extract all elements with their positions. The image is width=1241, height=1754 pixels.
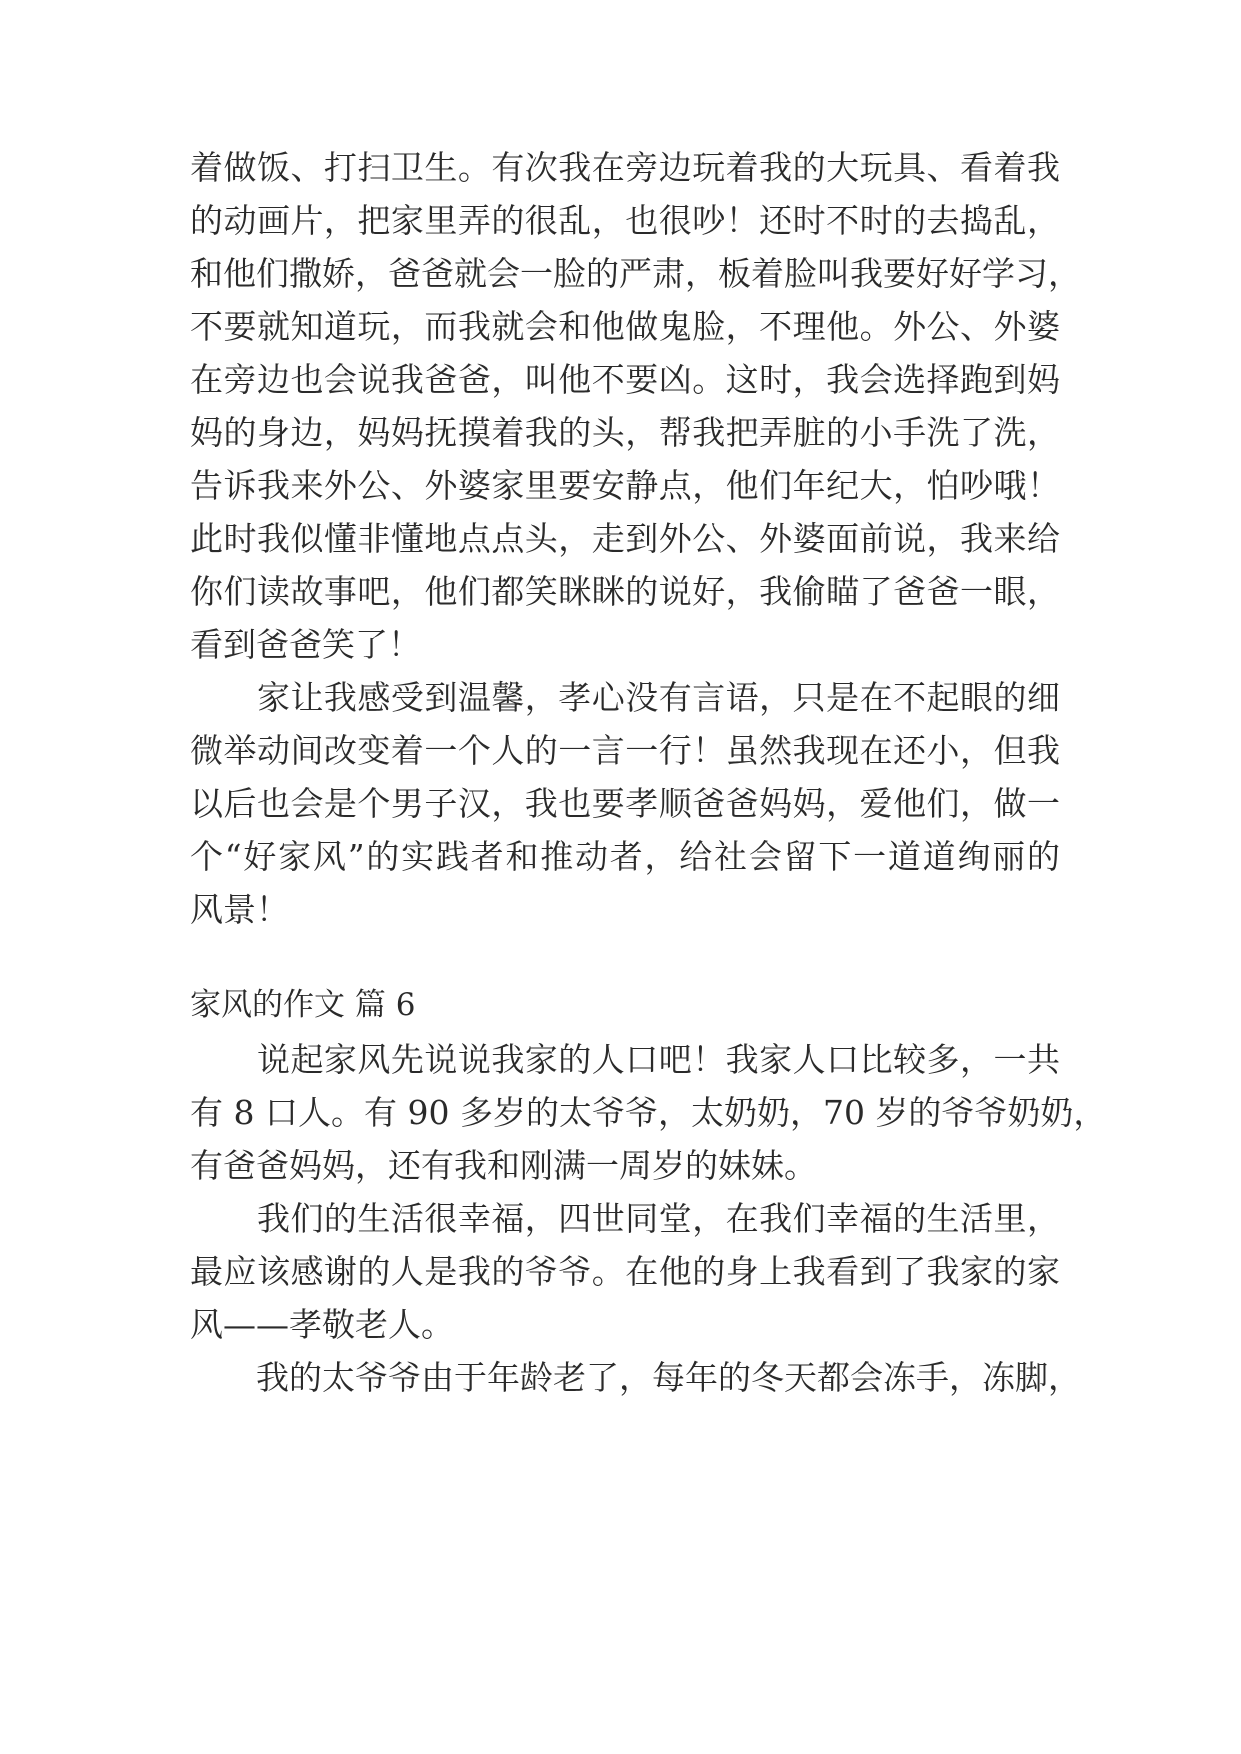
paragraph-line: 微举动间改变着一个人的一言一行！虽然我现在还小，但我 [190,731,1060,770]
paragraph-line: 不要就知道玩，而我就会和他做鬼脸，不理他。外公、外婆 [190,307,1060,346]
paragraph-line: 风景！ [190,890,289,929]
paragraph-line: 有 8 口人。有 90 多岁的太爷爷，太奶奶，70 岁的爷爷奶奶， [190,1093,1107,1132]
paragraph-line: 妈的身边，妈妈抚摸着我的头，帮我把弄脏的小手洗了洗， [190,413,1060,452]
paragraph-line: 和他们撒娇，爸爸就会一脸的严肃，板着脸叫我要好好学习， [190,254,1081,293]
paragraph-line: 有爸爸妈妈，还有我和刚满一周岁的妹妹。 [190,1146,817,1185]
section-title: 家风的作文 篇 6 [190,987,416,1023]
paragraph-line: 说起家风先说说我家的人口吧！我家人口比较多，一共 [190,1040,1060,1079]
paragraph-line: 此时我似懂非懂地点点头，走到外公、外婆面前说，我来给 [190,519,1060,558]
paragraph-line: 我的太爷爷由于年龄老了，每年的冬天都会冻手，冻脚， [190,1358,1081,1397]
paragraph-line: 告诉我来外公、外婆家里要安静点，他们年纪大，怕吵哦！ [190,466,1060,505]
paragraph-line: 着做饭、打扫卫生。有次我在旁边玩着我的大玩具、看着我 [190,148,1060,187]
paragraph-line: 家让我感受到温馨，孝心没有言语，只是在不起眼的细 [190,678,1060,717]
paragraph-line: 你们读故事吧，他们都笑眯眯的说好，我偷瞄了爸爸一眼， [190,572,1060,611]
paragraph-line: 风——孝敬老人。 [190,1305,454,1344]
paragraph-line: 的动画片，把家里弄的很乱，也很吵！还时不时的去捣乱， [190,201,1060,240]
paragraph-line: 在旁边也会说我爸爸，叫他不要凶。这时，我会选择跑到妈 [190,360,1060,399]
paragraph-line: 我们的生活很幸福，四世同堂，在我们幸福的生活里， [190,1199,1060,1238]
paragraph-line: 最应该感谢的人是我的爷爷。在他的身上我看到了我家的家 [190,1252,1060,1291]
paragraph-line: 以后也会是个男子汉，我也要孝顺爸爸妈妈，爱他们，做一 [190,784,1060,823]
paragraph-line: 看到爸爸笑了！ [190,625,421,664]
paragraph-line: 个“好家风”的实践者和推动者，给社会留下一道道绚丽的 [190,837,1060,876]
